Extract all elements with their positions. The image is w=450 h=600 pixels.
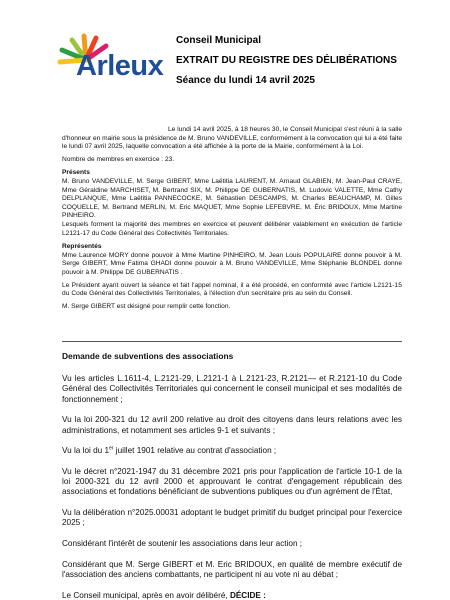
present-title: Présents (62, 169, 90, 177)
paragraph-abstention: Considérant que M. Serge GIBERT et M. Eric BRIDOUX, en qualité de membre exécutif de l'association des anciens combattants, ne participent ni au vote ni au débat ; (62, 559, 402, 579)
president-note: Le Président ayant ouvert la séance et fait l'appel nominal, il a été procédé, en conformité avec l'article L2121-15 du Code Général des Collectivités Territoriales, à l'élection d'un secrétaire pris au sein du Conseil. (62, 281, 402, 298)
paragraph-budget: Vu la délibération n°2025.00031 adoptant le budget primitif du budget principal pour l'exercice 2025 ; (62, 508, 402, 528)
law-1901-sup: er (109, 445, 114, 452)
represented-title: Représentés (62, 243, 102, 251)
secretary-note: M. Serge GIBERT est désigné pour remplir cette fonction. (62, 302, 231, 310)
law-1901-text-a: Vu la loi du 1 (62, 446, 110, 456)
paragraph-articles: Vu les articles L.1611-4, L.2121-29, L.2121-1 à L.2121-23, R.2121— et R.2121-10 du Code Général des Collectivités Territoriales qui concernent le conseil municipal et ses modalités de fonctionnement ; (62, 374, 402, 404)
council-title: Conseil Municipal (176, 35, 262, 46)
members-count: Nombre de membres en exercice : 23. (62, 155, 175, 163)
deliberation-body (62, 350, 402, 600)
logo-wordmark: Arleux (76, 50, 164, 82)
decision-keyword: DÉCIDE : (229, 590, 266, 600)
paragraph-law-1901 (62, 446, 402, 456)
paragraph-interest: Considérant l'intérêt de soutenir les associations dans leur action ; (62, 538, 303, 548)
intro-paragraph: Le lundi 14 avril 2025, à 18 heures 30, le Conseil Municipal s'est réuni à la salle d'honneur en mairie sous la présidence de M. Bruno VANDEVILLE, conformément à la convocation qui lui a été faite le lundi 07 avril 2025, laquelle convocation a été affichée à la porte de la Mairie, conformément à la Loi. (62, 126, 402, 151)
law-1901-text-b: juillet 1901 relative au contrat d'association ; (113, 446, 277, 456)
arleux-logo (56, 32, 166, 90)
represented-list: Mme Laurence MORY donne pouvoir à Mme Martine PINHEIRO, M. Jean Louis POPULAIRE donne pouvoir à M. Serge GIBERT, Mme Fatima GHADI donne pouvoir à M. Bruno VANDEVILLE, Mme Stéphanie BLONDEL donne pouvoir à M. Philippe DE GUBERNATIS . (62, 251, 402, 276)
session-date: Séance du lundi 14 avril 2025 (176, 75, 315, 86)
subject-title: Demande de subventions des associations (62, 351, 234, 361)
decision-text: Le Conseil municipal, après en avoir délibéré, (62, 590, 230, 600)
paragraph-decision (62, 591, 402, 600)
extract-title: EXTRAIT DU REGISTRE DES DÉLIBÉRATIONS (176, 55, 397, 66)
paragraph-law-2000: Vu la loi 200-321 du 12 avril 200 relative au droit des citoyens dans leurs relations avec les administrations, et notamment ses articles 9-1 et suivants ; (62, 415, 402, 435)
quorum-text: Lesquels forment la majorité des membres en exercice et peuvent délibérer valablement en exécution de l'article L2121-17 du Code Général des Collectivités Territoriales. (62, 220, 402, 237)
section-divider (62, 341, 402, 342)
present-list: M. Bruno VANDEVILLE, M. Serge GIBERT, Mme Laëtitia LAURENT, M. Arnaud GLABIEN, M. Jean-Paul CRAYE, Mme Géraldine MARCHISET, M. Bertrand SIX, M. Philippe DE GUBERNATIS, M. Ludovic VALETTE, Mme Cathy DELPLANQUE, Mme Laëtitia PANNECOCKE, M. Sébastien DESCAMPS, M. Charles BEAUCHAMP, M. Gilles COQUELLE, M. Bertrand MERLIN, M. Eric MAQUET, Mme Sophie LEFEBVRE, M. Éric BRIDOUX, Mme Martine PINHEIRO. (62, 177, 402, 220)
session-details (62, 126, 402, 315)
paragraph-decree: Vu le décret n°2021-1947 du 31 décembre 2021 pris pour l'application de l'article 10-1 de la loi 2000-321 du 12 avril 2000 et approuvant le contrat d'engagement républicain des associations et fondations bénéficiant de subventions publiques ou d'un agrément de l'État, (62, 466, 402, 497)
document-header (176, 35, 426, 95)
